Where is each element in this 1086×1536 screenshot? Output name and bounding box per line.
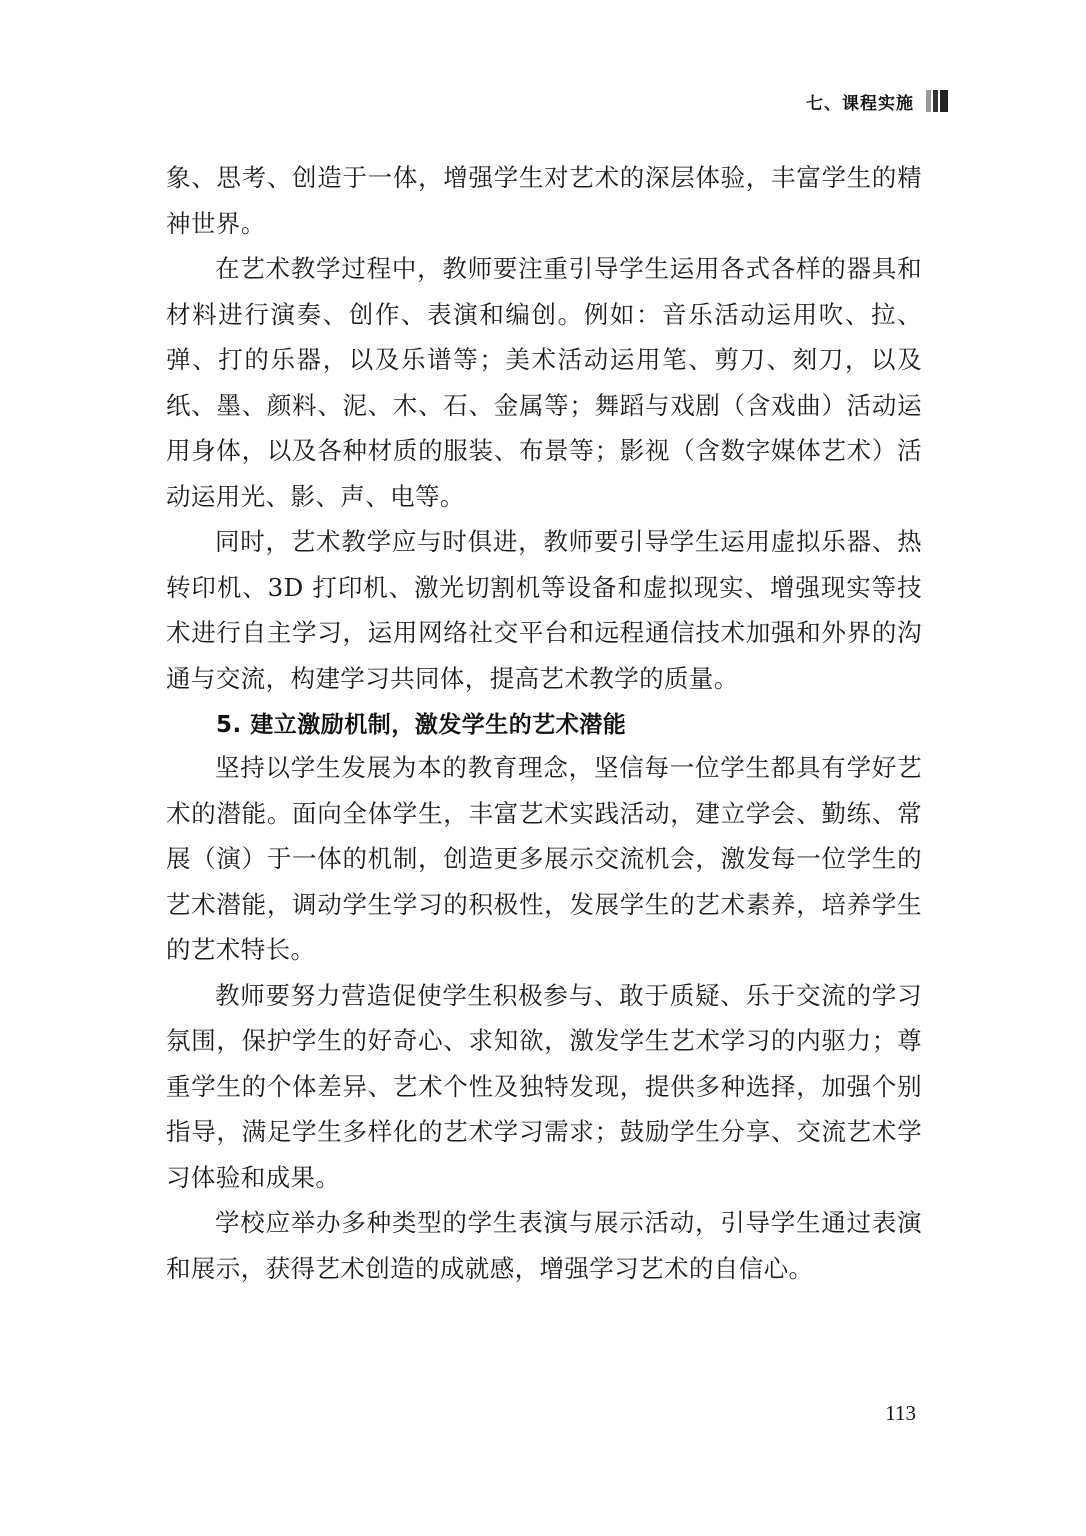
- header-bar-light: [926, 90, 931, 112]
- paragraph-student-potential: 坚持以学生发展为本的教育理念，坚信每一位学生都具有学好艺术的潜能。面向全体学生，丰富艺术实践活动，建立学会、勤练、常展（演）于一体的机制，创造更多展示交流机会，激发每一位学生的艺术潜能，调动学生学习的积极性，发展学生的艺术素养，培养学生的艺术特长。: [166, 753, 922, 964]
- header-bar-dark: [940, 90, 948, 112]
- body-text-lower: [166, 745, 922, 1291]
- body-text-upper: [166, 155, 922, 701]
- paragraph-technology: 同时，艺术教学应与时俱进，教师要引导学生运用虚拟乐器、热转印机、3D 打印机、激光切割机等设备和虚拟现实、增强现实等技术进行自主学习，运用网络社交平台和远程通信技术加强和外界的沟通与交流，构建学习共同体，提高艺术教学的质量。: [166, 527, 922, 693]
- section-heading: 5. 建立激励机制，激发学生的艺术潜能: [216, 712, 627, 738]
- paragraph-continuation: 象、思考、创造于一体，增强学生对艺术的深层体验，丰富学生的精神世界。: [166, 163, 922, 238]
- page-number: 113: [885, 1401, 916, 1425]
- paragraph-performances: 学校应举办多种类型的学生表演与展示活动，引导学生通过表演和展示，获得艺术创造的成就感，增强学习艺术的自信心。: [166, 1208, 922, 1283]
- paragraph-materials: 在艺术教学过程中，教师要注重引导学生运用各式各样的器具和材料进行演奏、创作、表演和编创。例如：音乐活动运用吹、拉、弹、打的乐器，以及乐谱等；美术活动运用笔、剪刀、刻刀，以及纸、墨、颜料、泥、木、石、金属等；舞蹈与戏剧（含戏曲）活动运用身体，以及各种材质的服装、布景等；影视（含数字媒体艺术）活动运用光、影、声、电等。: [166, 254, 922, 511]
- paragraph-learning-atmosphere: 教师要努力营造促使学生积极参与、敢于质疑、乐于交流的学习氛围，保护学生的好奇心、求知欲，激发学生艺术学习的内驱力；尊重学生的个体差异、艺术个性及独特发现，提供多种选择，加强个别指导，满足学生多样化的艺术学习需求；鼓励学生分享、交流艺术学习体验和成果。: [166, 980, 922, 1192]
- header-bars-icon: [924, 90, 948, 112]
- running-header: [806, 88, 948, 114]
- header-bar-mid: [933, 90, 938, 112]
- running-header-title: 七、课程实施: [806, 93, 914, 114]
